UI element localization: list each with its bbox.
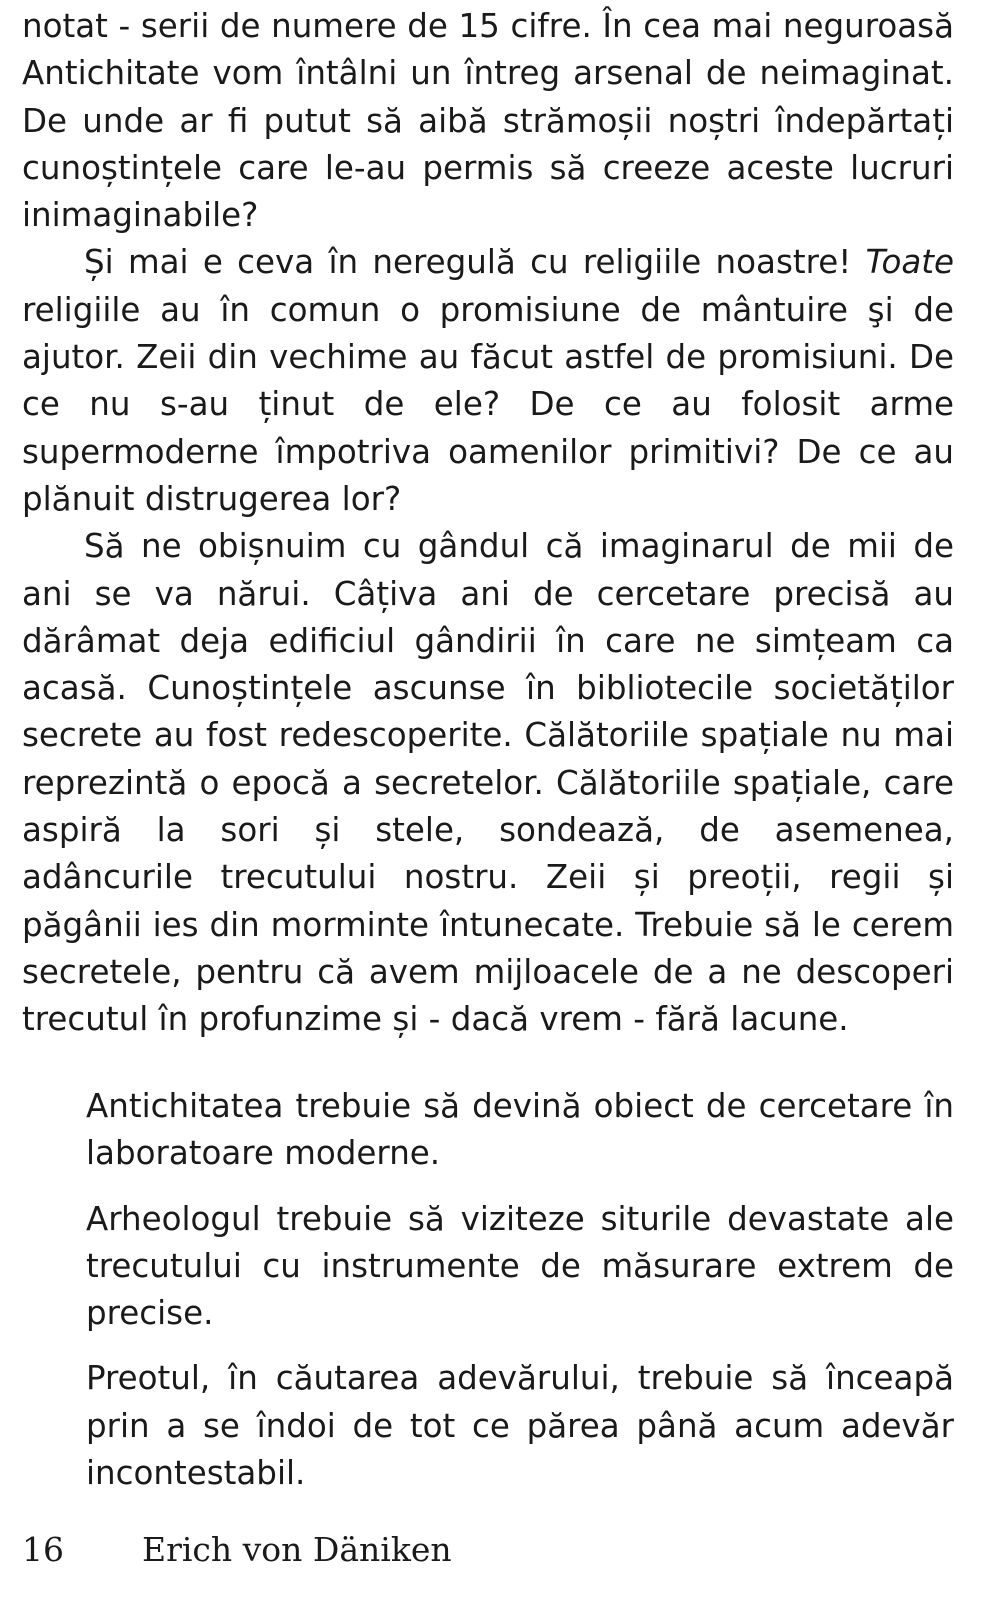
paragraph-1: notat - serii de numere de 15 cifre. În cea mai neguroasă Antichitate vom întâlni un întreg arsenal de neimaginat. De unde ar fi putut să aibă strămoșii noștri îndepărtați cunoștințele care le-au permis să creeze aceste lucruri inimaginabile? [22,7,954,235]
page-footer [22,1530,452,1570]
paragraph-2-rest: religiile au în comun o promisiune de mântuire şi de ajutor. Zeii din vechime au făcut astfel de promisiuni. De ce nu s-au ținut de ele? De ce au folosit arme supermoderne împotriva oamenilor primitivi? De ce au plănuit distrugerea lor? [22,290,954,518]
page-number: 16 [22,1530,64,1569]
statement-2: Arheologul trebuie să viziteze siturile devastate ale trecutului cu instrumente de măsurare extrem de precise. [86,1199,954,1333]
emphasis-toate: Toate [865,243,954,282]
paragraph-3: Să ne obișnuim cu gândul că imaginarul de mii de ani se va nărui. Câțiva ani de cercetare precisă au dărâmat deja edificiul gândirii în care ne simțeam ca acasă. Cunoștințele ascunse în bibliotecile societăților secrete au fost redescoperite. Călătoriile spațiale nu mai reprezintă o epocă a secretelor. Călătoriile spațiale, care aspiră la sori și stele, sondează, de asemenea, adâncurile trecutului nostru. Zeii și preoții, regii și păgânii ies din morminte întunecate. Trebuie să le cerem secretele, pentru că avem mijloacele de a ne descoperi trecutul în profunzime și - dacă vrem - fără lacune. [22,527,954,1039]
paragraph-2-start: Și mai e ceva în neregulă cu religiile noastre! [84,243,866,282]
statement-3: Preotul, în căutarea adevărului, trebuie să înceapă prin a se îndoi de tot ce părea până acum adevăr incontestabil. [86,1359,954,1493]
statements-block [86,1083,954,1515]
running-author: Erich von Däniken [142,1530,452,1569]
paragraph-2 [22,239,954,523]
main-text [22,3,954,1044]
statement-1: Antichitatea trebuie să devină obiect de cercetare în laboratoare moderne. [86,1087,954,1173]
